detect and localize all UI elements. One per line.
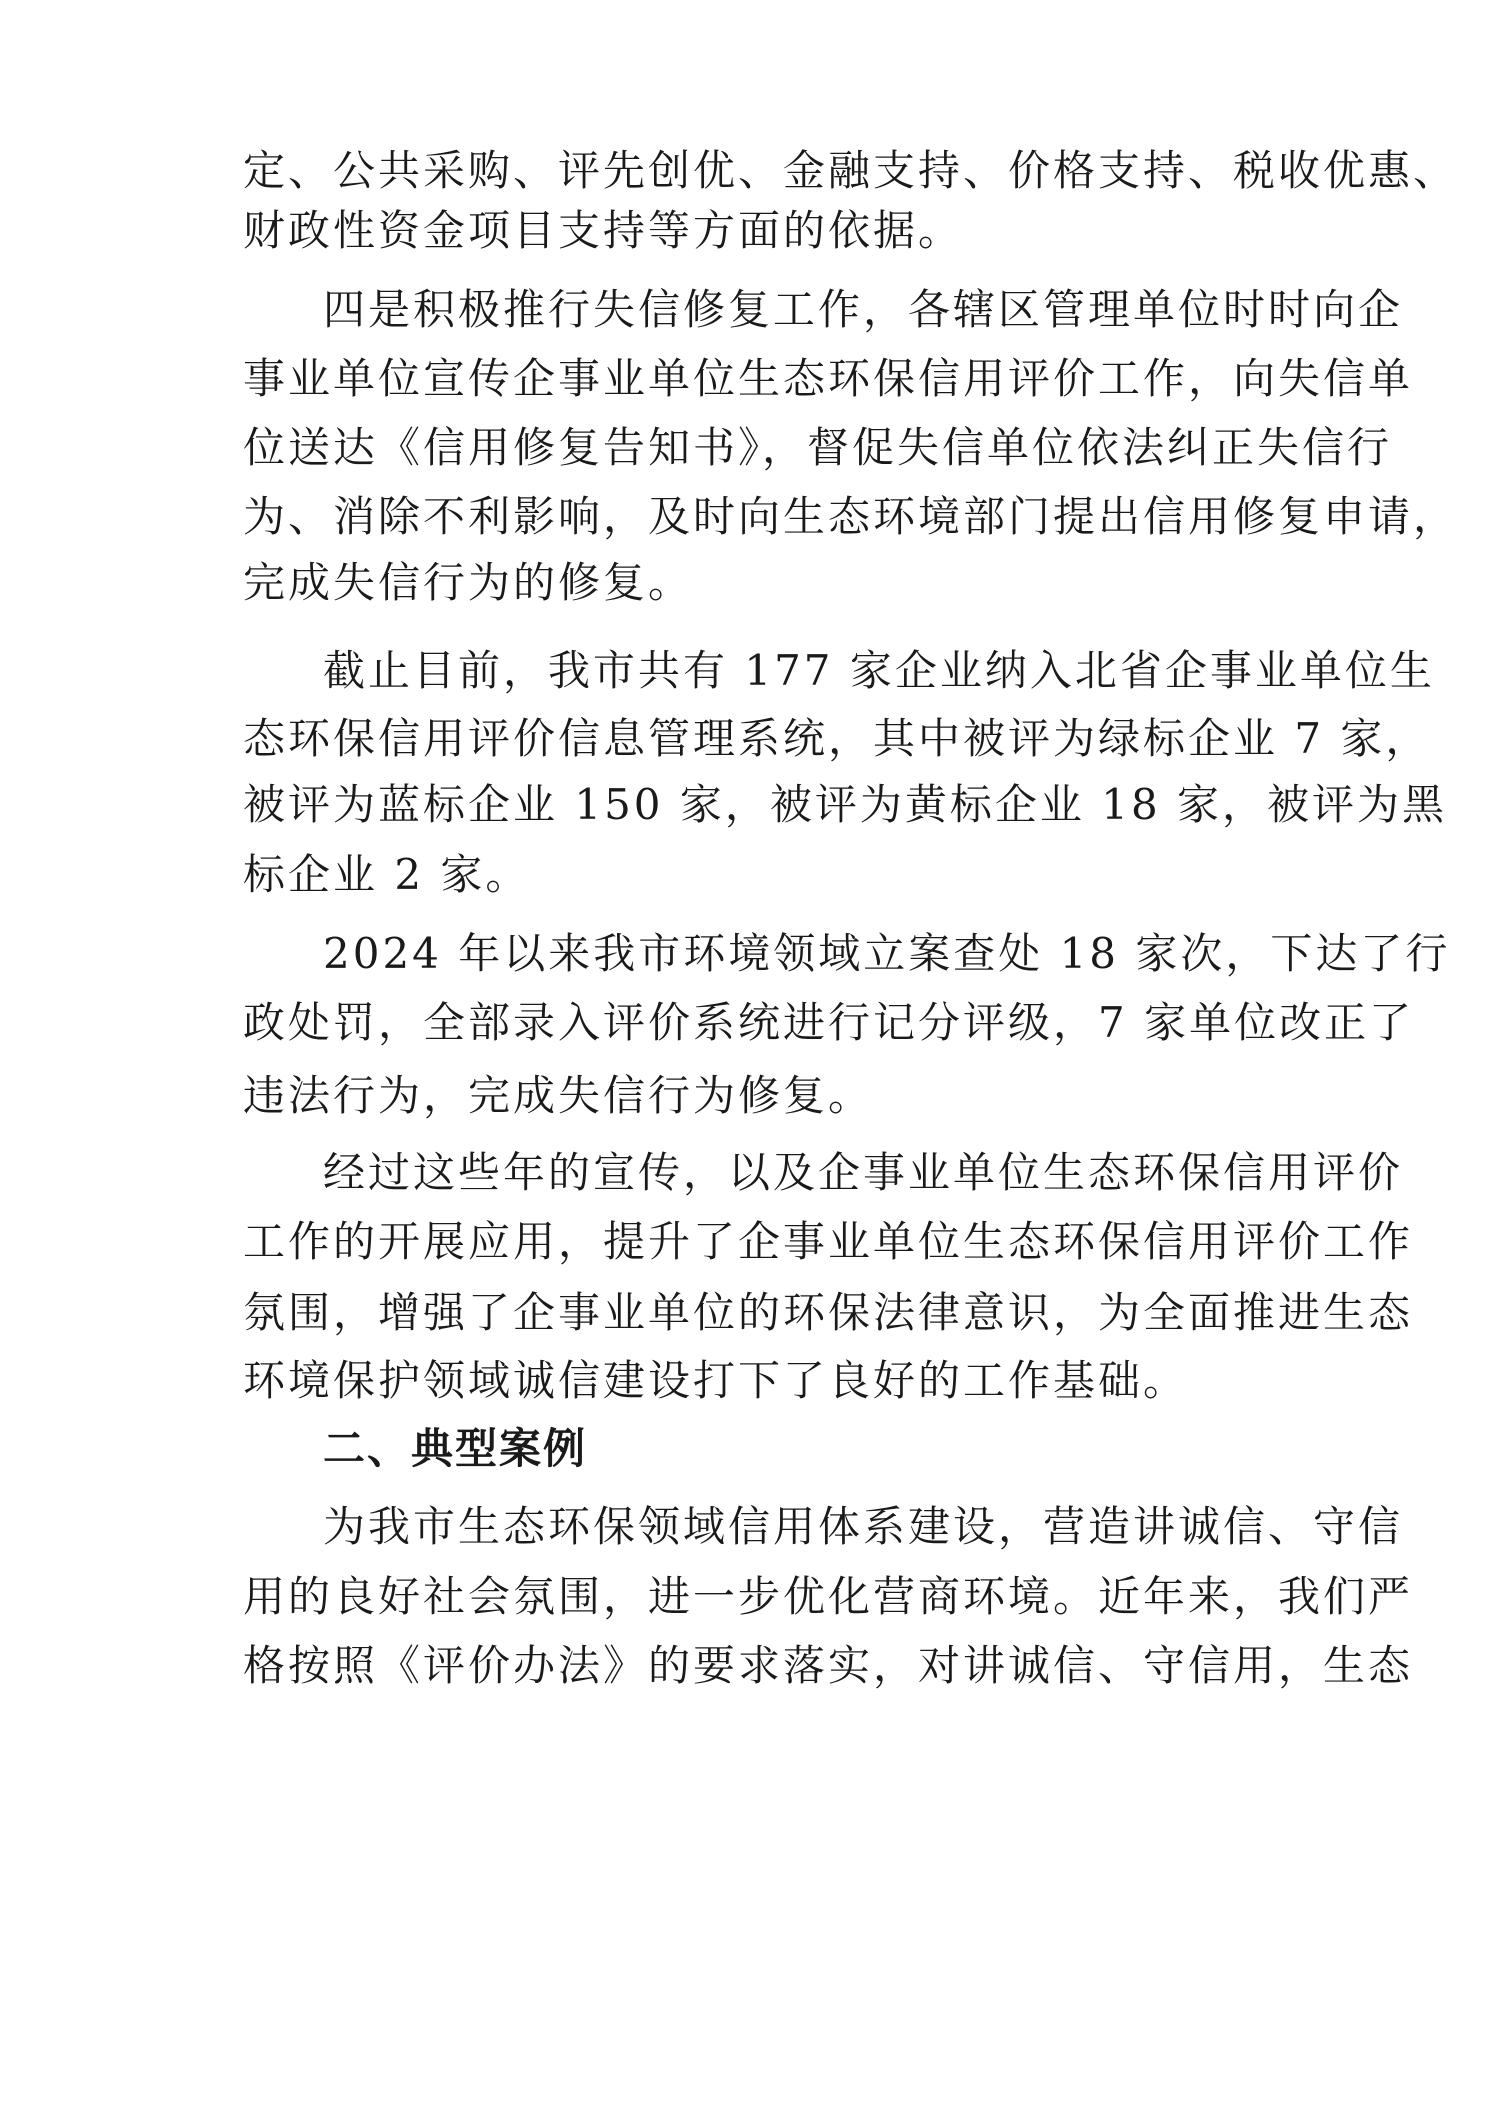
section-heading: 二、典型案例 xyxy=(323,1424,588,1473)
text-line: 政处罚，全部录入评价系统进行记分评级，7 家单位改正了 xyxy=(243,998,1415,1047)
paragraph-start-line: 2024 年以来我市环境领域立案查处 18 家次，下达了行 xyxy=(323,929,1451,978)
paragraph-start-line: 经过这些年的宣传，以及企事业单位生态环保信用评价 xyxy=(323,1148,1404,1197)
text-line: 位送达《信用修复告知书》，督促失信单位依法纠正失信行 xyxy=(243,423,1393,472)
text-line: 定、公共采购、评先创优、金融支持、价格支持、税收优惠、 xyxy=(243,146,1459,195)
text-line: 为、消除不利影响，及时向生态环境部门提出信用修复申请， xyxy=(243,492,1459,541)
text-line: 完成失信行为的修复。 xyxy=(243,558,694,607)
paragraph-start-line: 四是积极推行失信修复工作，各辖区管理单位时时向企 xyxy=(323,285,1404,334)
text-line: 违法行为，完成失信行为修复。 xyxy=(243,1071,874,1120)
text-line: 用的良好社会氛围，进一步优化营商环境。近年来，我们严 xyxy=(243,1572,1414,1621)
paragraph-start-line: 为我市生态环保领域信用体系建设，营造讲诚信、守信 xyxy=(323,1502,1404,1551)
paragraph-start-line: 截止目前，我市共有 177 家企业纳入北省企事业单位生 xyxy=(323,646,1435,695)
text-line: 氛围，增强了企事业单位的环保法律意识，为全面推进生态 xyxy=(243,1288,1414,1337)
text-line: 财政性资金项目支持等方面的依据。 xyxy=(243,206,964,255)
text-line: 环境保护领域诚信建设打下了良好的工作基础。 xyxy=(243,1356,1189,1405)
text-line: 格按照《评价办法》的要求落实，对讲诚信、守信用，生态 xyxy=(243,1641,1414,1690)
text-line: 被评为蓝标企业 150 家，被评为黄标企业 18 家，被评为黑 xyxy=(243,780,1448,829)
text-line: 标企业 2 家。 xyxy=(243,850,531,899)
text-line: 态环保信用评价信息管理系统，其中被评为绿标企业 7 家， xyxy=(243,714,1431,763)
text-line: 工作的开展应用，提升了企事业单位生态环保信用评价工作 xyxy=(243,1217,1414,1266)
text-line: 事业单位宣传企事业单位生态环保信用评价工作，向失信单 xyxy=(243,354,1414,403)
